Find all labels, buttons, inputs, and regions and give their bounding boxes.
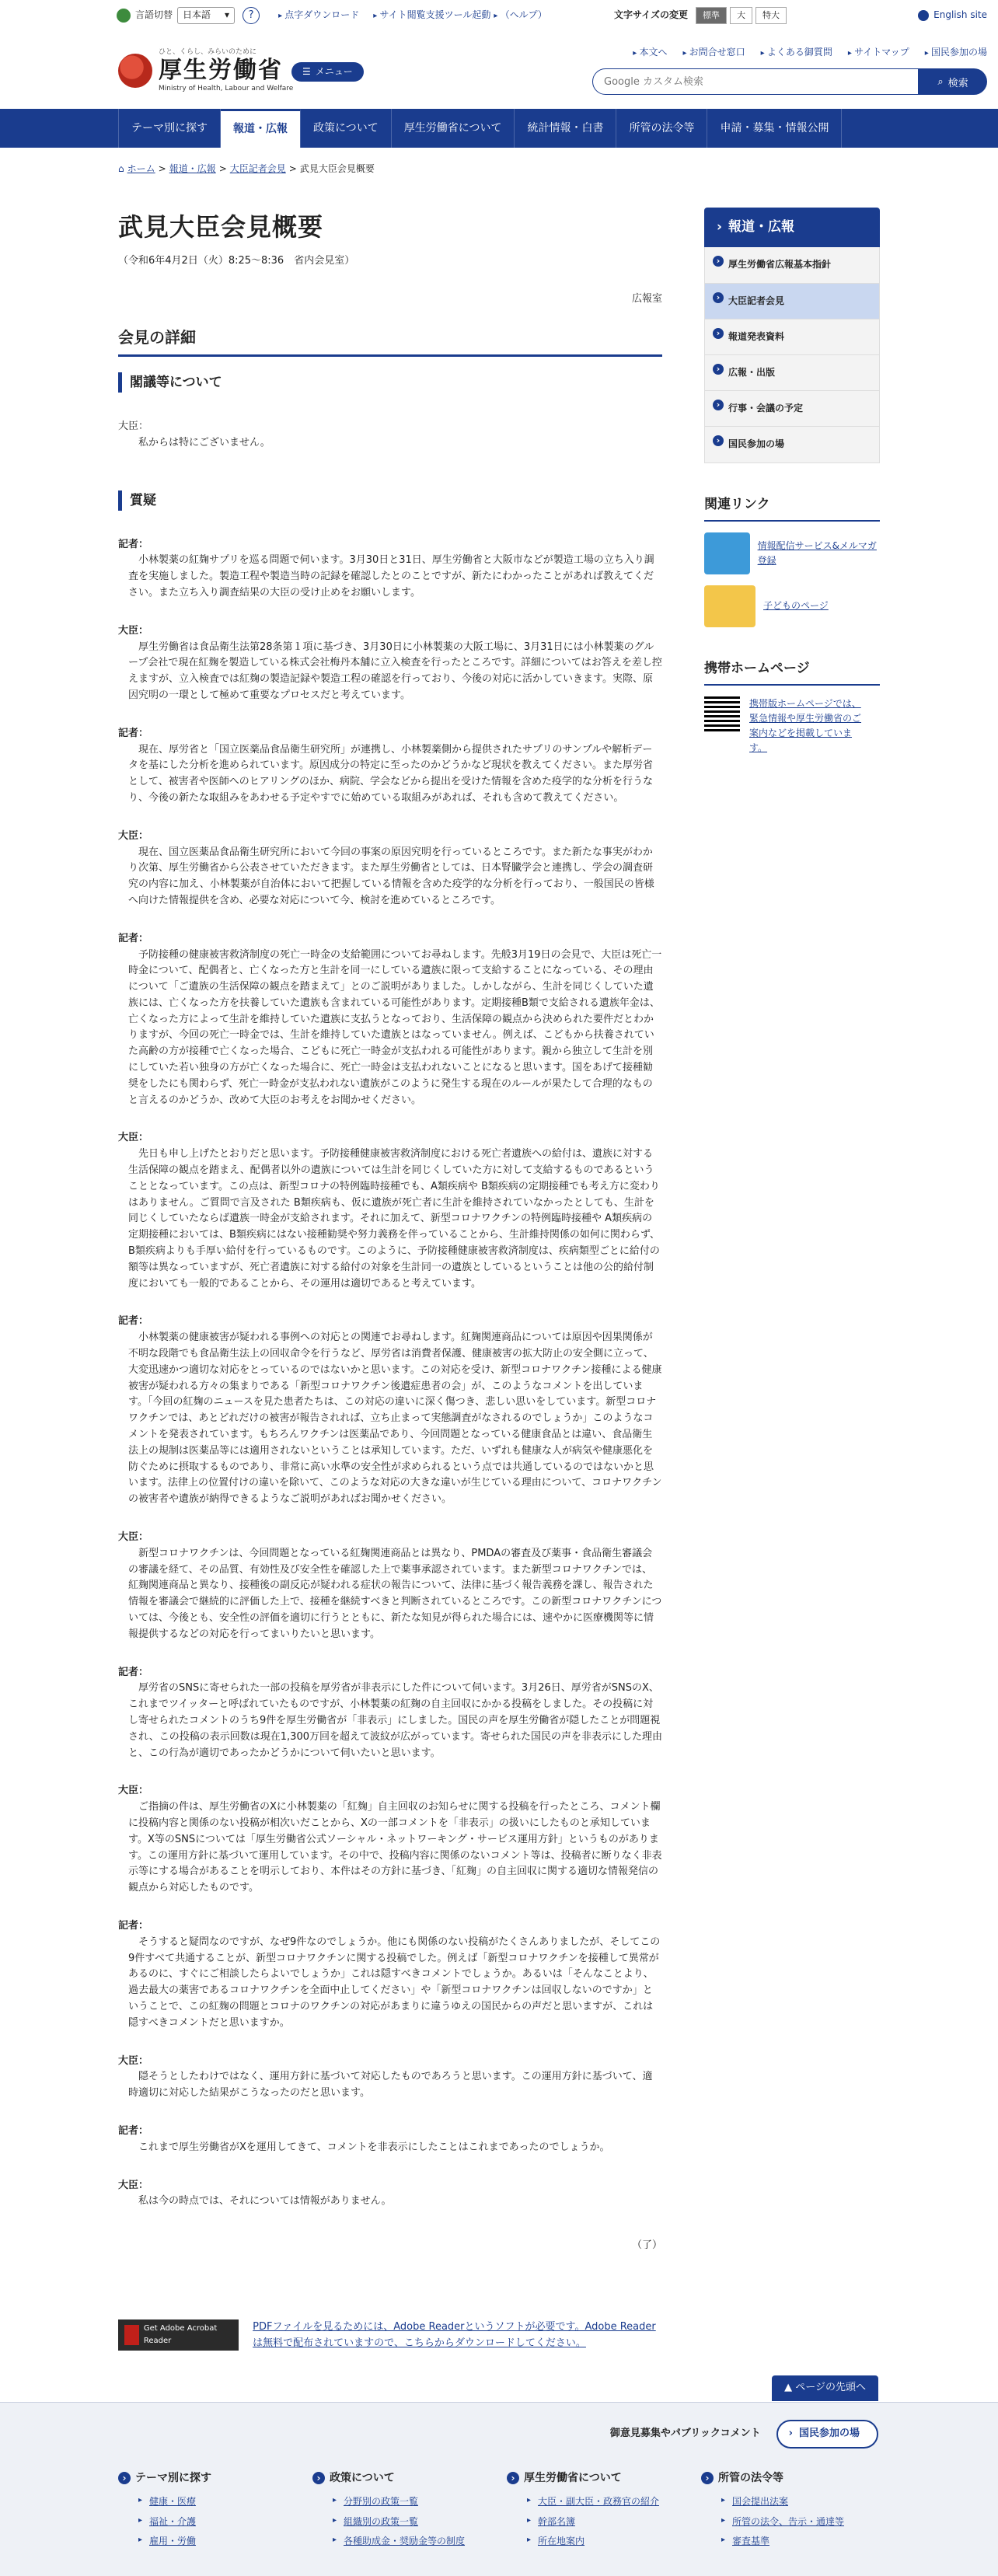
public-participation-link[interactable]: ▸ 国民参加の場 (925, 45, 987, 60)
menu-button[interactable]: ☰ メニュー (291, 62, 364, 82)
footer-link[interactable]: ▸ 所管の法令、告示・通達等 (701, 2515, 895, 2529)
sidebar-item-guideline[interactable]: › 厚生労働省広報基本指針 (704, 247, 880, 283)
statement-text: 厚労省のSNSに寄せられた一部の投稿を厚労省が非表示にした件について伺います。3月26日、厚労省がSNSのX、これまでツイッターと呼ばれていたものですが、小林製薬の紅麹の自主回収にかかる投稿をしました。その投稿に対し寄せられたコメントのうち9件を厚生労働省が「非表示」にしました。国民の声を厚生労働省が隠したことが問題視され、この投稿の表示回数は現在1,300万回を超えて波紋が広がっています。寄せられた国民の声を非表示にした理由と、この行為が適切であったかどうかについて伺いたいと思います。 (128, 1682, 662, 1759)
footer-col-theme (118, 2470, 312, 2553)
skip-to-content-link[interactable]: ▸ 本文へ (633, 45, 667, 60)
statement-text: 現在、厚労省と「国立医薬品食品衛生研究所」が連携し、小林製薬側から提供されたサプリのサンプルや解析データを基にした分析を進められています。原因成分の特定に至ったのかどうかなど現状を教えてください。また厚労省として、被害者や医師へのヒアリングのほか、病院、学会などから提出を受けた情報を含めた疫学的な分析を行うなり、今後の新たな取組みをあわせる予定やすでに始めている取組みがあれば、それも含めて教えてください。 (128, 743, 653, 804)
help-link[interactable]: ▸ （ヘルプ） (494, 8, 546, 23)
speaker-label: 大臣： (118, 1785, 149, 1797)
speaker-label: 記者： (118, 1666, 149, 1678)
sidebar-item-press-release[interactable]: › 報道発表資料 (704, 319, 880, 355)
faq-link[interactable]: ▸ よくある御質問 (761, 45, 832, 60)
breadcrumb-home[interactable]: ホーム (127, 163, 155, 174)
speaker-label: 大臣： (118, 624, 149, 637)
breadcrumb: ⌂ ホーム > 報道・広報 > 大臣記者会見 > 武見大臣会見概要 (0, 148, 998, 176)
statement-text: 厚生労働省は食品衛生法第28条第１項に基づき、3月30日に小林製薬の大阪工場に、3月31日には小林製薬のグループ会社で現在紅麹を製造している株式会社梅丹本舗に立入検査を行ったところです。詳細についてはお答えを差し控えますが、立入検査では紅麹の製造記録や製造工程の確認を行っており、今後の対応に活かしていきます。実際、原因究明の一環として極めて重要なプロセスだと考えています。 (128, 641, 662, 701)
site-logo[interactable] (118, 47, 293, 95)
contact-link[interactable]: ▸ お問合せ窓口 (682, 45, 745, 60)
footer-col-heading[interactable]: › 厚生労働省について (507, 2470, 701, 2487)
language-select[interactable]: 日本語 ▾ (177, 7, 235, 24)
statement-text: 小林製薬の健康被害が疑われる事例への対応との関連でお尋ねします。紅麹関連商品については原因や因果関係が不明な段階でも食品衛生法上の回収命令を行うなど、厚労省は消費者保護、健康被害の拡大防止の安全側に立って、大変迅速かつ適切な対応をとっているのではないかと思います。この対応を受け、新型コロナワクチン接種による健康被害が疑われる方々の集まりである「新型コロナワクチン後遺症患者の会」が、このようなコメントを出しています。「今回の紅麹のニュースを見た患者たちは、この対応の違いに深く傷つき、悲しい思いをしています。新型コロナワクチンでは、あとどれだけの被害が報告されれば、立ち止まって実態調査がなされるのでしょうか」このようなコメントを発表されています。もちろんワクチンは医薬品であり、今回問題となっている健康食品とは違い、食品衛生法上の規制は医薬品等には適用されないということは承知しています。ただ、いずれも健康な人が病気や健康悪化を防ぐために摂取するものであり、非常に高い水準の安全性が求められるという点では共通しているのではないかと思います。法律上の位置付けの違いを除いて、このような対応の大きな違いが生じている理由について、コロナワクチンの被害者や遺族が納得できるようなご説明があればお聞かせください。 (128, 1332, 662, 1506)
sidebar-item-minister-press[interactable]: › 大臣記者会見 (704, 284, 880, 319)
sidebar (704, 208, 880, 2351)
sidebar-title[interactable]: › 報道・広報 (704, 208, 880, 247)
search-button[interactable]: ⌕ 検索 (919, 68, 987, 95)
footer-link[interactable]: ▸ 健康・医療 (118, 2494, 312, 2509)
public-participation-button[interactable]: › 国民参加の場 (776, 2420, 878, 2449)
footer-col-policy (312, 2470, 507, 2553)
sidebar-item-events[interactable]: › 行事・会議の予定 (704, 391, 880, 427)
font-size-standard[interactable]: 標準 (696, 7, 727, 24)
nav-about[interactable]: 厚生労働省について (392, 109, 515, 148)
speaker-label: 大臣： (118, 1531, 149, 1543)
adobe-reader-badge[interactable]: Get Adobe Acrobat Reader (118, 2319, 239, 2351)
subheading-cabinet: 閣議等について (118, 372, 662, 393)
footer-link[interactable]: ▸ 大臣・副大臣・政務官の紹介 (507, 2494, 701, 2509)
english-site-link[interactable]: English site (918, 8, 987, 23)
hamburger-icon: ☰ (302, 66, 311, 77)
mail-icon (704, 532, 750, 574)
nav-statistics[interactable]: 統計情報・白書 (515, 109, 616, 148)
footer-link[interactable]: ▸ 国会提出法案 (701, 2494, 895, 2509)
search-form (592, 68, 987, 95)
nav-laws[interactable]: 所管の法令等 (616, 109, 707, 148)
language-label: 言語切替 (135, 9, 173, 21)
statement-text: 先日も申し上げたとおりだと思います。予防接種健康被害救済制度における死亡者遺族への給付は、遺族に対する生活保障の観点を踏まえ、配偶者以外の遺族については生計を同じくしていた方に対して支給するものであるということとなっています。この点は、新型コロナの特例臨時接種でも、A類疾病や B類疾病の定期接種でも考え方に変わりはありません。ご質問で言及された B類疾病も、仮に遺族が死亡者に生計を維持されていなかったとしても、生計を同じくしていたならば遺族一時金が支給されます。それに加えて、新型コロナワクチンの特例臨時接種や A類疾病の定期接種においては、B類疾病にはない接種勧奨や努力義務を伴っていることから、生計維持関係の如何に関わらず、B類疾病よりも手厚い給付を行っているものです。このように、予防接種健康被害救済制度は、疾病類型ごとに給付の額等は異なっていますが、死亡者遺族に対する給付の対象を生計同一の遺族としているということは他の公的給付制度においても一般的であることから、その運用は適切であると考えています。 (128, 1148, 660, 1290)
font-size-switcher (614, 7, 787, 24)
statement-text: 予防接種の健康被害救済制度の死亡一時金の支給範囲についてお尋ねします。先般3月19日の会見で、大臣は死亡一時金について、配偶者と、亡くなった方と生計を同一にしている遺族に限って支給することになっている、その理由について「ご遺族の生活保障の観点を踏まえて」とのご説明がありました。しかしながら、生計を同じくしていた遺族には、亡くなった方を扶養していた遺族も含まれている可能性があります。定期接種B類で支給される遺族年金は、亡くなった方によって生計を維持していた遺族に支払うとなっており、生活保障の観点から決められた要件だとわかりますが、今回の死亡一時金では、生計を維持していた遺族とはなっていません。例えば、こどもから扶養されていた高齢の方が接種で亡くなった場合、こどもに死亡一時金が支払われる可能性があります。親から独立して生計を別にしていた若い独身の方が亡くなった場合に、死亡一時金は支払われないことになると思います。国をあげて接種勧奨をしたにも関わらず、死亡一時金が支払われない遺族がこのように発生する現在のルールが果たして合理的なものと言えるのかどうか、改めて大臣のお考えをお聞かせください。 (128, 948, 662, 1106)
globe-icon (117, 9, 131, 23)
statement-text: ご指摘の件は、厚生労働省のXに小林製薬の「紅麹」自主回収のお知らせに関する投稿を行ったところ、コメント欄に投稿内容と関係のない投稿が相次いだことから、Xの一部コメントを「非表示」の扱いにしたものと承知しています。X等のSNSについては「厚生労働省公式ソーシャル・ネットワーキング・サービス運用方針」というものがあります。この運用方針に基づいて運用しています。その中で、投稿内容に関係のないコメント等は、投稿者に断りなく非表示等にする場合があることを明示しており、本件はその方針に基づき、「紅麹」の自主回収に関する適切な情報発信の観点から対応したものです。 (128, 1801, 662, 1894)
speaker-label: 記者： (118, 1315, 149, 1328)
page-top-button[interactable]: ▲ ページの先頭へ (772, 2375, 878, 2401)
speaker-label: 記者： (118, 932, 149, 944)
press-date: （令和6年4月2日（火）8:25～8:36 省内会見室） (118, 255, 355, 267)
speaker-label: 記者： (118, 1919, 149, 1932)
statement-text: 私は今の時点では、それについては情報がありません。 (138, 2195, 392, 2208)
mobile-title: 携帯ホームページ (704, 658, 880, 686)
breadcrumb-current: 武見大臣会見概要 (299, 163, 375, 174)
pdf-notice (118, 2319, 662, 2352)
speaker-label: 大臣： (118, 1132, 149, 1144)
font-size-large[interactable]: 大 (730, 7, 752, 24)
utility-bar (0, 0, 998, 31)
speaker-label: 記者： (118, 2124, 149, 2137)
footer-col-about (507, 2470, 701, 2553)
language-switcher (117, 7, 235, 24)
sidebar-item-publication[interactable]: › 広報・出版 (704, 355, 880, 391)
home-icon: ⌂ (118, 163, 124, 174)
qr-code-icon (704, 696, 740, 732)
statement-text: 小林製薬の紅麹サプリを巡る問題で伺います。3月30日と31日、厚生労働省と大阪市などが製造工場の立ち入り調査を実施しました。製造工程や製造当時の記録を確認したとのことですが、新たにわかったことがあれば教えてください。また立ち入り調査結果の大臣の受け止めをお願いします。 (128, 554, 654, 599)
speaker-label: 大臣： (118, 829, 149, 842)
page-title: 武見大臣会見概要 (118, 212, 324, 243)
footer-link[interactable]: ▸ 福祉・介護 (118, 2515, 312, 2529)
end-mark: （了） (631, 2239, 662, 2252)
speaker-label: 記者： (118, 538, 149, 550)
main-content (118, 208, 662, 2351)
footer-opinion (610, 2420, 878, 2449)
logo-tagline: ひと、くらし、みらいのために (159, 48, 257, 56)
font-size-xlarge[interactable]: 特大 (755, 7, 787, 24)
sidebar-item-participation[interactable]: › 国民参加の場 (704, 427, 880, 462)
logo-english: Ministry of Health, Labour and Welfare (159, 85, 294, 93)
department: 広報室 (631, 293, 662, 305)
statement-text: これまで厚生労働省がXを運用してきて、コメントを非表示にしたことはこれまであったのでしょうか。 (138, 2141, 610, 2153)
nav-press[interactable]: 報道・広報 (221, 109, 301, 148)
footer-col-heading[interactable]: › 政策について (312, 2470, 507, 2487)
pdf-download-link[interactable]: PDFファイルを見るためには、Adobe Readerというソフトが必要です。Adobe Readerは無料で配布されていますので、こちらからダウンロードしてください。 (253, 2320, 656, 2349)
statement-text: 私からは特にございません。 (138, 436, 270, 449)
nav-policy[interactable]: 政策について (301, 109, 392, 148)
footer-link[interactable]: ▸ 審査基準 (701, 2534, 895, 2549)
related-links-title: 関連リンク (704, 494, 880, 522)
statement-text: 新型コロナワクチンは、今回問題となっている紅麹関連商品とは異なり、PMDAの審査及び薬事・食品衛生審議会の審議を経て、その品質、有効性及び安全性を確認した上で薬事承認されています。また新型コロナワクチンでは、紅麹関連商品と異なり、接種後の副反応が疑われる症状の報告について、法律に基づく報告義務を課し、報告された情報を審議会で継続的に評価した上で、接種を継続すべきと判断されているところです。この新型コロナワクチンについては、今後とも、安全性の評価を適切に行うとともに、新たな知見が得られた場合には、速やかに医療機関等に情報提供するなどの対応を行ってまいりたいと思います。 (128, 1547, 662, 1640)
speaker-label: 記者： (118, 727, 149, 739)
font-size-label: 文字サイズの変更 (614, 9, 689, 21)
arrow-up-icon: ▲ (784, 2382, 796, 2393)
footer-link[interactable]: ▸ 幹部名簿 (507, 2515, 701, 2529)
speaker-label: 大臣： (118, 420, 149, 432)
globe-icon (918, 10, 929, 21)
adobe-icon (124, 2325, 139, 2345)
breadcrumb-minister-press[interactable]: 大臣記者会見 (229, 163, 286, 174)
kids-icon (704, 585, 755, 627)
section-heading: 会見の詳細 (118, 325, 662, 357)
search-icon: ⌕ (937, 75, 944, 88)
footer-col-laws (701, 2470, 895, 2553)
help-icon[interactable]: ? (243, 7, 260, 24)
chevron-right-icon: › (717, 219, 723, 236)
statement-text: そうすると疑問なのですが、なぜ9件なのでしょうか。他にも関係のない投稿がたくさんありましたが、そしてこの9件すべて共通することが、新型コロナワクチンに関する投稿でした。例えば「新型コロナワクチンを接種して異常があるのに、すぐにご相談したらよいでしょうか」これは隠すべきコメントでしょうか。あるいは「そんなことより、過去最大の薬害であるコロナワクチンを全面中止してください」や「新型コロナワクチンは回収しないのですか」ということで、この紅麹の問題とコロナのワクチンの対応があまりに違うゆえの国民からの声だと思いますが、これは隠すべきコメントだと思いますか。 (128, 1935, 661, 2029)
search-input[interactable] (592, 68, 919, 95)
logo-name: 厚生労働省 (159, 57, 283, 85)
footer (0, 2402, 998, 2576)
speaker-label: 大臣： (118, 2179, 149, 2191)
footer-link[interactable]: ▸ 組織別の政策一覧 (312, 2515, 507, 2529)
subheading-qa: 質疑 (118, 490, 662, 511)
mobile-link[interactable]: 携帯版ホームページでは、緊急情報や厚生労働省のご案内などを掲載しています。 (704, 696, 880, 756)
opinion-label: 御意見募集やパブリックコメント (609, 2428, 761, 2439)
related-link-kids[interactable]: 子どものページ (704, 585, 880, 627)
sitemap-link[interactable]: ▸ サイトマップ (848, 45, 909, 60)
footer-link[interactable]: ▸ 各種助成金・奨励金等の制度 (312, 2534, 507, 2549)
statement-text: 隠そうとしたわけではなく、運用方針に基づいて対応したものであろうと思います。この運用方針に基づいて、適時適切に対応した結果がこうなったのだと思います。 (128, 2071, 653, 2100)
related-link-mail[interactable]: 情報配信サービス&メルマガ登録 (704, 532, 880, 574)
statement-text: 現在、国立医薬品食品衛生研究所において今回の事案の原因究明を行っているところです。また新たな事実がわかり次第、厚生労働省から公表させていただきます。また厚生労働省としては、日本腎臓学会と連携し、学会の調査研究の内容に加え、小林製薬が自治体において把握している情報を含めた疫学的な分析を行っており、一般国民の皆様へ向けた情報提供を含め、必要な対応について今、検討を進めているところです。 (128, 846, 654, 906)
footer-link[interactable]: ▸ 雇用・労働 (118, 2534, 312, 2549)
chevron-down-icon: ▾ (225, 9, 230, 21)
nav-theme[interactable]: テーマ別に探す (118, 109, 221, 148)
speaker-label: 大臣： (118, 2054, 149, 2067)
footer-link[interactable]: ▸ 分野別の政策一覧 (312, 2494, 507, 2509)
breadcrumb-press[interactable]: 報道・広報 (169, 163, 216, 174)
site-header (0, 31, 998, 109)
chevron-right-icon: › (788, 2428, 793, 2439)
footer-col-heading[interactable]: › テーマ別に探す (118, 2470, 312, 2487)
accessibility-tool-link[interactable]: ▸ サイト閲覧支援ツール起動 (373, 8, 490, 23)
global-nav (0, 109, 998, 148)
nav-applications[interactable]: 申請・募集・情報公開 (707, 109, 842, 148)
footer-col-heading[interactable]: › 所管の法令等 (701, 2470, 895, 2487)
footer-link[interactable]: ▸ 所在地案内 (507, 2534, 701, 2549)
braille-download-link[interactable]: ▸ 点字ダウンロード (278, 8, 359, 23)
logo-mark-icon (118, 54, 152, 88)
